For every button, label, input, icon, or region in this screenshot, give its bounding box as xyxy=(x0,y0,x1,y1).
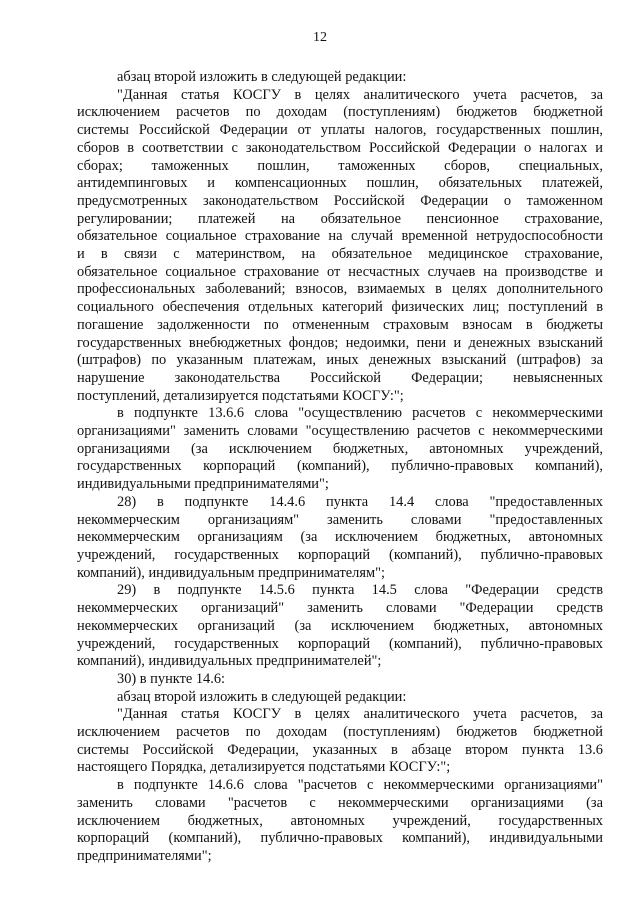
text-line: "Данная статья КОСГУ в целях аналитического учета расчетов, за xyxy=(117,706,603,723)
text-line: 28) в подпункте 14.4.6 пункта 14.4 слова "предоставленных xyxy=(117,493,603,510)
text-line: системы Российской Федерации от уплаты налогов, государственных пошлин, xyxy=(77,122,603,139)
text-line: сборов в соответствии с законодательством Российской Федерации о налогах и xyxy=(77,139,603,156)
text-line: абзац второй изложить в следующей редакции: xyxy=(117,69,407,85)
text-line: предусмотренных законодательством Российской Федерации о таможенном xyxy=(77,192,603,209)
text-line: некоммерческим организациям (за исключением бюджетных, автономных xyxy=(77,529,603,546)
text-line: учреждений, государственных корпораций (компаний), публично-правовых xyxy=(77,546,603,563)
text-line: в подпункте 13.6.6 слова "осуществлению расчетов с некоммерческими xyxy=(117,405,603,422)
text-line: организациями" заменить словами "осуществлению расчетов с некоммерческими xyxy=(77,423,603,440)
text-line: (штрафов) по указанным платежам, иных денежных взысканий (штрафов) за xyxy=(77,352,603,369)
paragraph xyxy=(77,777,603,866)
text-line: в подпункте 14.6.6 слова "расчетов с некоммерческими организациями" xyxy=(117,777,603,794)
text-line: профессиональных заболеваний; взносов, взимаемых в целях дополнительного xyxy=(77,281,603,298)
text-line: заменить словами "расчетов с некоммерческими организациями (за xyxy=(77,794,603,811)
text-line: 29) в подпункте 14.5.6 пункта 14.5 слова "Федерации средств xyxy=(117,582,603,599)
text-line: и в связи с материнством, на обязательное медицинское страхование, xyxy=(77,246,603,263)
paragraph xyxy=(77,671,603,689)
text-line: нарушение законодательства Российской Федерации; невыясненных xyxy=(77,369,603,386)
text-line: сборах; таможенных пошлин, таможенных сборов, специальных, xyxy=(77,157,603,174)
text-line: исключением расчетов по доходам (поступлениям) бюджетов бюджетной xyxy=(77,724,603,741)
text-line: некоммерческим организациям" заменить словами "предоставленных xyxy=(77,511,603,528)
text-line: учреждений, государственных корпораций (компаний), публично-правовых xyxy=(77,635,603,652)
text-line: обязательное социальное страхование от несчастных случаев на производстве и xyxy=(77,263,603,280)
paragraph xyxy=(77,689,603,707)
text-line: антидемпинговых и компенсационных пошлин, обязательных платежей, xyxy=(77,175,603,192)
text-line: предпринимателями"; xyxy=(77,847,212,864)
paragraph xyxy=(77,582,603,671)
page-number: 12 xyxy=(313,30,327,45)
paragraph xyxy=(77,706,603,777)
text-line: компаний), индивидуальных предпринимателей"; xyxy=(77,653,382,670)
paragraph xyxy=(77,405,603,494)
document-body xyxy=(77,69,603,866)
text-line: системы Российской Федерации, указанных в абзаце втором пункта 13.6 xyxy=(77,741,603,758)
text-line: некоммерческих организаций (за исключением бюджетных, автономных xyxy=(77,617,603,634)
paragraph xyxy=(77,494,603,583)
text-line: обязательное социальное страхование на случай временной нетрудоспособности xyxy=(77,228,603,245)
text-line: 30) в пункте 14.6: xyxy=(117,670,226,687)
text-line: настоящего Порядка, детализируется подстатьями КОСГУ:"; xyxy=(77,759,451,776)
text-line: организациями (за исключением бюджетных, автономных учреждений, xyxy=(77,440,603,457)
text-line: поступлений, детализируется подстатьями КОСГУ:"; xyxy=(77,387,404,404)
text-line: погашение задолженности по отмененным страховым взносам в бюджеты xyxy=(77,316,603,333)
text-line: государственных корпораций (компаний), публично-правовых компаний), xyxy=(77,458,603,475)
text-line: некоммерческих организаций" заменить словами "Федерации средств xyxy=(77,600,603,617)
text-line: компаний), индивидуальным предпринимателям"; xyxy=(77,564,385,581)
paragraph xyxy=(77,69,603,87)
text-line: абзац второй изложить в следующей редакции: xyxy=(117,688,407,705)
text-line: социального обеспечения отдельных категорий физических лиц; поступлений в xyxy=(77,299,603,316)
text-line: исключением расчетов по доходам (поступлениям) бюджетов бюджетной xyxy=(77,104,603,121)
text-line: государственных внебюджетных фондов; недоимки, пени и денежных взысканий xyxy=(77,334,603,351)
text-line: индивидуальными предпринимателями"; xyxy=(77,476,329,493)
paragraph xyxy=(77,87,603,406)
text-line: исключением бюджетных, автономных учреждений, государственных xyxy=(77,812,603,829)
text-line: "Данная статья КОСГУ в целях аналитического учета расчетов, за xyxy=(117,86,603,103)
text-line: корпораций (компаний), публично-правовых компаний), индивидуальными xyxy=(77,830,603,847)
text-line: регулировании; платежей на обязательное пенсионное страхование, xyxy=(77,210,603,227)
